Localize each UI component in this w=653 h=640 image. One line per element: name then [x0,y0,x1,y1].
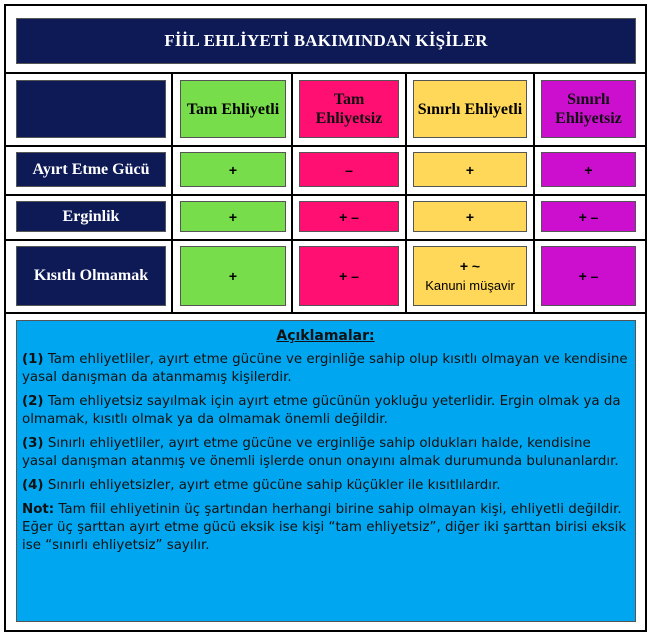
cell-stack [425,256,515,296]
row-header-ayirt-etme-gucu: Ayırt Etme Gücü [16,152,166,187]
explanation-tag: (4) [22,478,44,493]
column-header-sinirli-ehliyetsiz: Sınırlı Ehliyetsiz [541,80,636,138]
explanation-tag: (1) [22,352,44,367]
explanations-heading: Açıklamalar: [276,328,375,344]
table-cell: + [180,201,286,232]
table-cell: + – [299,246,399,306]
table-cell: + – [541,246,636,306]
explanation-text: Tam ehliyetsiz sayılmak için ayırt etme gücünün yokluğu yeterlidir. Ergin olmak ya da olmamak, kısıtlı olmak ya da olmamak önemli değildir. [22,394,621,427]
table-cell: + [180,246,286,306]
grid-line [4,194,647,196]
grid-line [405,72,407,314]
explanation-note [22,501,629,555]
grid-line [291,72,293,314]
grid-line [4,312,647,314]
explanation-text: Sınırlı ehliyetliler, ayırt etme gücüne ve erginliğe sahip oldukları halde, kendisine yasal danışman atanmış ve önemli işlerde onun onayını almak durumunda bulunanlardır. [22,436,619,469]
row-header-erginlik: Erginlik [16,201,166,232]
explanation-item [22,351,629,387]
explanations-box [16,320,636,622]
grid-line [171,72,173,314]
column-header-tam-ehliyetsiz: Tam Ehliyetsiz [299,80,399,138]
column-header-tam-ehliyetli: Tam Ehliyetli [180,80,286,138]
table-cell: – [299,152,399,187]
explanation-text: Tam ehliyetliler, ayırt etme gücüne ve erginliğe sahip olup kısıtlı olmayan ve kendisine yasal danışman da atanmamış kişilerdir. [22,352,628,385]
page-title: FİİL EHLİYETİ BAKIMINDAN KİŞİLER [16,18,636,64]
explanation-text: Tam fiil ehliyetinin üç şartından herhangi birine sahip olmayan kişi, ehliyetli değildir. Eğer üç şarttan ayırt etme gücü eksik ise kişi “tam ehliyetsiz”, diğer iki şarttan birisi eksik ise “sınırlı ehliyetsiz” sayılır. [22,502,627,553]
explanation-tag: (2) [22,394,44,409]
table-cell: + [180,152,286,187]
explanation-item [22,477,629,495]
explanation-item [22,393,629,429]
explanation-text: Sınırlı ehliyetsizler, ayırt etme gücüne sahip küçükler ile kısıtlılardır. [43,478,501,493]
grid-line [4,145,647,147]
row-header-kisitli-olmamak: Kısıtlı Olmamak [16,246,166,306]
cell-mark: + ~ [459,258,481,274]
grid-line [533,72,535,314]
explanation-item [22,435,629,471]
explanation-tag: (3) [22,436,44,451]
table-cell: + [541,152,636,187]
corner-cell [16,80,166,138]
table-cell [413,246,527,306]
column-header-sinirli-ehliyetli: Sınırlı Ehliyetli [413,80,527,138]
grid-line [4,72,647,74]
table-cell: + [413,201,527,232]
explanation-tag: Not: [22,502,55,517]
table-cell: + [413,152,527,187]
table-cell: + – [541,201,636,232]
grid-line [4,239,647,241]
cell-note: Kanuni müşavir [425,278,515,293]
table-cell: + – [299,201,399,232]
